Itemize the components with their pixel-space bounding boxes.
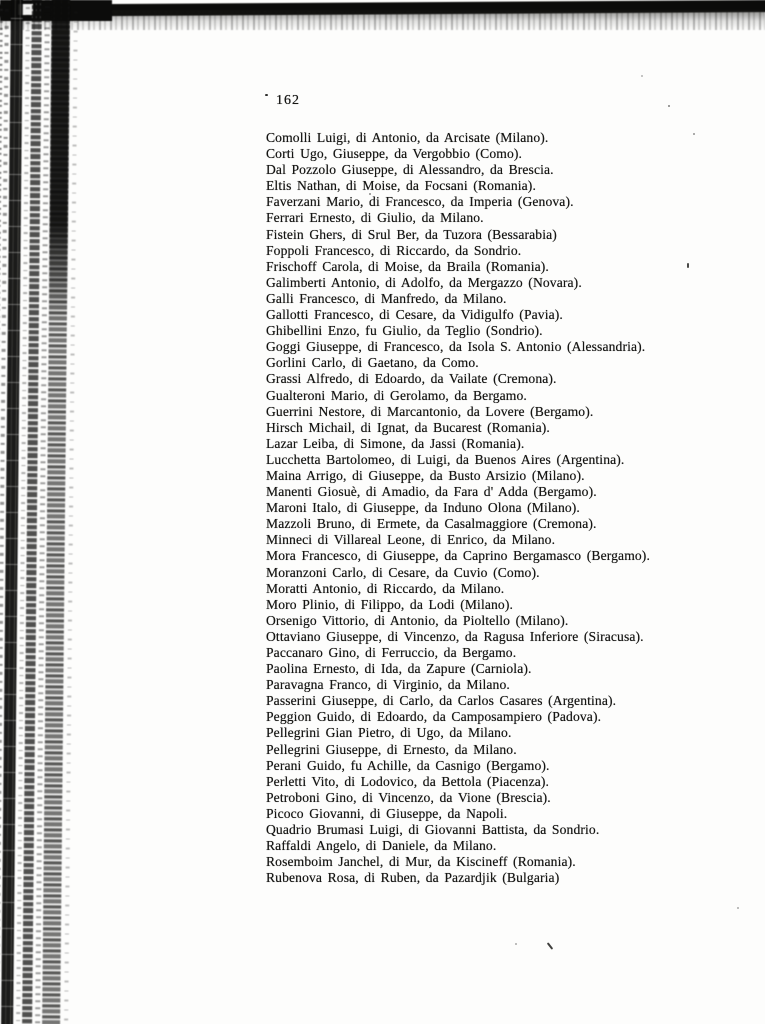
entry-line: Ghibellini Enzo, fu Giulio, da Teglio (Sondrio). <box>266 323 543 339</box>
page-number: 162 <box>276 93 300 108</box>
entry-line: Comolli Luigi, di Antonio, da Arcisate (Milano). <box>266 130 549 145</box>
entry-line: Passerini Giuseppe, di Carlo, da Carlos Casares (Argentina). <box>266 693 617 709</box>
entry-line: Mora Francesco, di Giuseppe, da Caprino Bergamasco (Bergamo). <box>266 548 650 564</box>
entry-line: Gallotti Francesco, di Cesare, da Vidigulfo (Pavia). <box>266 307 563 323</box>
entry-line: Dal Pozzolo Giuseppe, di Alessandro, da Brescia. <box>266 162 554 178</box>
entry-line: Ottaviano Giuseppe, di Vincenzo, da Ragusa Inferiore (Siracusa). <box>266 628 644 644</box>
entry-line: Paolina Ernesto, di Ida, da Zapure (Carniola). <box>266 661 532 677</box>
entry-line: Paravagna Franco, di Virginio, da Milano. <box>266 677 510 693</box>
entry-line: Maina Arrigo, di Giuseppe, da Busto Arsizio (Milano). <box>266 467 585 483</box>
entry-line: Perani Guido, fu Achille, da Casnigo (Bergamo). <box>266 757 550 773</box>
entry-line: Faverzani Mario, di Francesco, da Imperia (Genova). <box>266 194 574 210</box>
entry-line: Petroboni Gino, di Vincenzo, da Vione (Brescia). <box>266 789 551 805</box>
entry-line: Frischoff Carola, di Moise, da Braila (Romania). <box>266 258 549 274</box>
entry-line: Rosemboim Janchel, di Mur, da Kiscineff (Romania). <box>266 854 576 870</box>
entry-line: Galimberti Antonio, di Adolfo, da Mergazzo (Novara). <box>266 274 582 290</box>
entry-line: Corti Ugo, Giuseppe, da Vergobbio (Como). <box>266 146 523 162</box>
entry-line: Goggi Giuseppe, di Francesco, da Isola S. Antonio (Alessandria). <box>266 339 646 355</box>
entry-line: Gorlini Carlo, di Gaetano, da Como. <box>266 355 479 371</box>
entry-line: Hirsch Michail, di Ignat, da Bucarest (Romania). <box>266 419 550 435</box>
entry-line: Guerrini Nestore, di Marcantonio, da Lovere (Bergamo). <box>266 403 594 419</box>
entry-line: Orsenigo Vittorio, di Antonio, da Pioltello (Milano). <box>266 612 569 628</box>
entry-line: Pellegrini Giuseppe, di Ernesto, da Milano. <box>266 741 517 757</box>
entry-line: Ferrari Ernesto, di Giulio, da Milano. <box>266 210 484 226</box>
entry-line: Grassi Alfredo, di Edoardo, da Vailate (Cremona). <box>266 371 557 387</box>
entry-line: Gualteroni Mario, di Gerolamo, da Bergamo. <box>266 387 527 403</box>
entry-line: Raffaldi Angelo, di Daniele, da Milano. <box>266 838 497 854</box>
entry-line: Picoco Giovanni, di Giuseppe, da Napoli. <box>266 805 508 821</box>
entry-line: Fistein Ghers, di Srul Ber, da Tuzora (Bessarabia) <box>266 226 557 242</box>
entry-line: Rubenova Rosa, di Ruben, da Pazardjik (Bulgaria) <box>266 870 560 886</box>
entry-line: Moranzoni Carlo, di Cesare, da Cuvio (Como). <box>266 564 540 580</box>
entry-line: Moro Plinio, di Filippo, da Lodi (Milano). <box>266 596 513 612</box>
entry-line: Lucchetta Bartolomeo, di Luigi, da Buenos Aires (Argentina). <box>266 451 625 467</box>
entry-list <box>266 130 746 886</box>
entry-line: Minneci di Villareal Leone, di Enrico, da Milano. <box>266 532 556 548</box>
entry-line: Mazzoli Bruno, di Ermete, da Casalmaggiore (Cremona). <box>266 516 597 532</box>
entry-line: Moratti Antonio, di Riccardo, da Milano. <box>266 580 505 596</box>
entry-line: Eltis Nathan, di Moise, da Focsani (Romania). <box>266 178 536 194</box>
entry-line: Lazar Leiba, di Simone, da Jassi (Romania). <box>266 435 525 451</box>
entry-line: Quadrio Brumasi Luigi, di Giovanni Battista, da Sondrio. <box>266 822 600 838</box>
entry-line: Peggion Guido, di Edoardo, da Camposampiero (Padova). <box>266 709 602 725</box>
entry-line: Perletti Vito, di Lodovico, da Bettola (Piacenza). <box>266 773 550 789</box>
entry-line: Manenti Giosuè, di Amadio, da Fara d' Adda (Bergamo). <box>266 484 597 500</box>
entry-line: Paccanaro Gino, di Ferruccio, da Bergamo. <box>266 645 517 660</box>
entry-line: Maroni Italo, di Giuseppe, da Induno Olona (Milano). <box>266 500 580 516</box>
entry-line: Galli Francesco, di Manfredo, da Milano. <box>266 290 507 306</box>
entry-line: Foppoli Francesco, di Riccardo, da Sondrio. <box>266 242 522 258</box>
entry-line: Pellegrini Gian Pietro, di Ugo, da Milano. <box>266 725 512 741</box>
